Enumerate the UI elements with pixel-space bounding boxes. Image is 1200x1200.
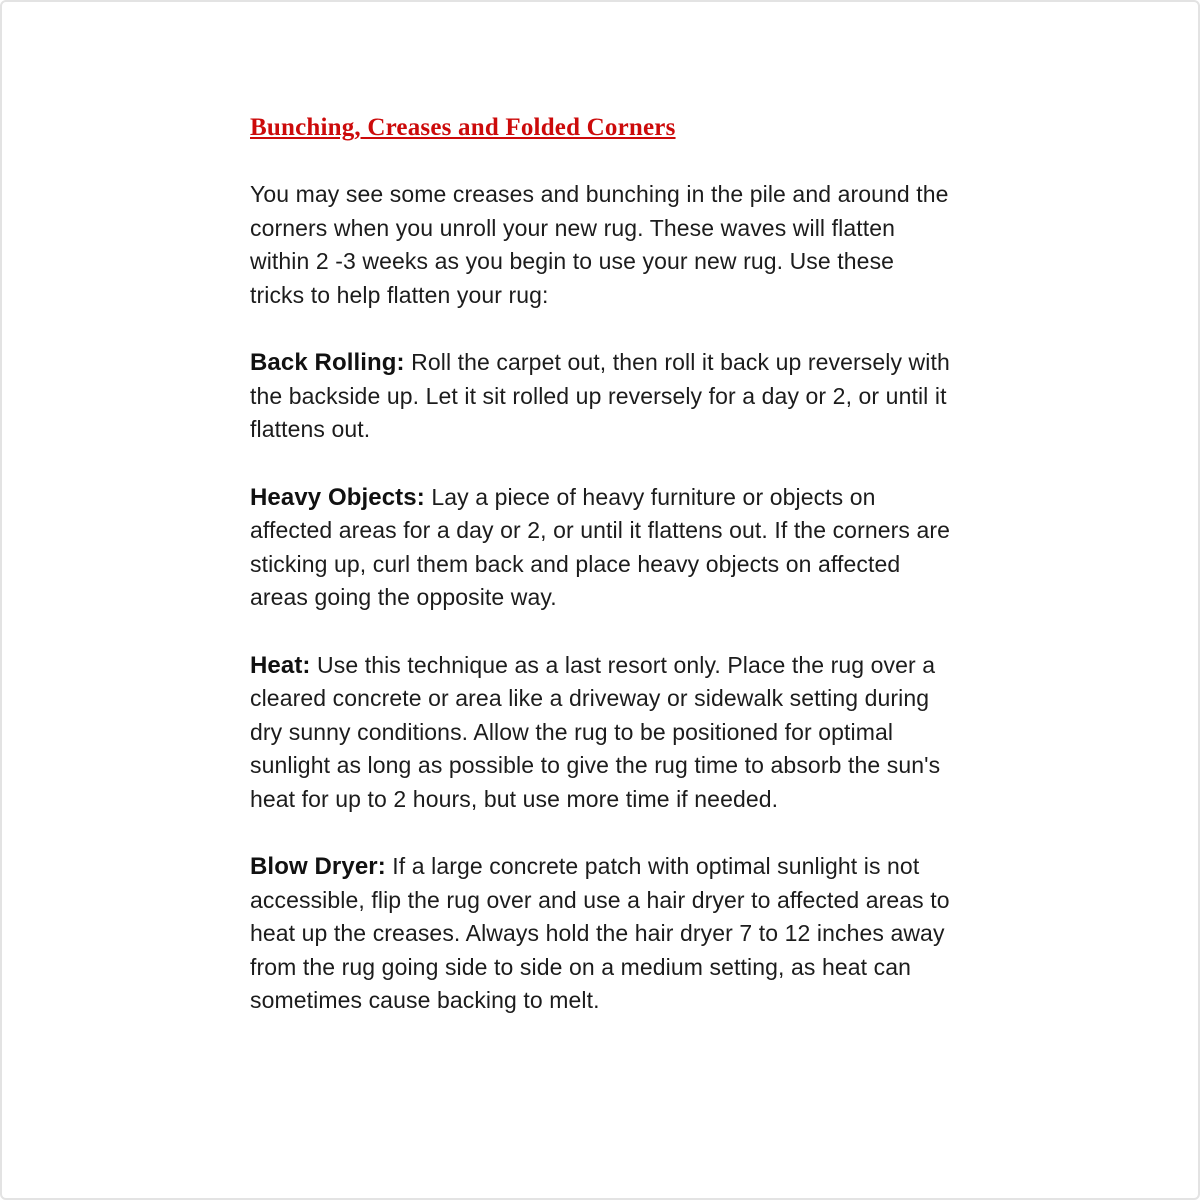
section-back-rolling-text: Roll the carpet out, then roll it back up reversely with the backside up. Let it sit rolled up reversely for a day or 2, or until it flattens out.	[250, 349, 950, 442]
document-content	[2, 2, 1198, 1018]
section-back-rolling	[250, 346, 953, 447]
section-blow-dryer-text: If a large concrete patch with optimal sunlight is not accessible, flip the rug over and use a hair dryer to affected areas to heat up the creases. Always hold the hair dryer 7 to 12 inches away from the rug going side to side on a medium setting, as heat can sometimes cause backing to melt.	[250, 853, 950, 1013]
section-back-rolling-label: Back Rolling:	[250, 349, 405, 376]
section-blow-dryer-label: Blow Dryer:	[250, 853, 386, 880]
section-heavy-objects-label: Heavy Objects:	[250, 483, 425, 511]
intro-paragraph: You may see some creases and bunching in the pile and around the corners when you unroll your new rug. These waves will flatten within 2 -3 weeks as you begin to use your new rug. Use these tricks to help flatten your rug:	[250, 181, 949, 308]
section-heat-text: Use this technique as a last resort only. Place the rug over a cleared concrete or area like a driveway or sidewalk setting during dry sunny conditions. Allow the rug to be positioned for optimal sunlight as long as possible to give the rug time to absorb the sun's heat for up to 2 hours, but use more time if needed.	[250, 651, 941, 812]
section-blow-dryer	[250, 850, 953, 1018]
document-heading: Bunching, Creases and Folded Corners	[250, 114, 676, 141]
section-heavy-objects	[250, 481, 953, 615]
section-heavy-objects-text: Lay a piece of heavy furniture or objects on affected areas for a day or 2, or until it flattens out. If the corners are sticking up, curl them back and place heavy objects on affected areas going the opposite way.	[250, 483, 951, 610]
section-heat-label: Heat:	[250, 651, 311, 679]
section-heat	[250, 649, 953, 817]
